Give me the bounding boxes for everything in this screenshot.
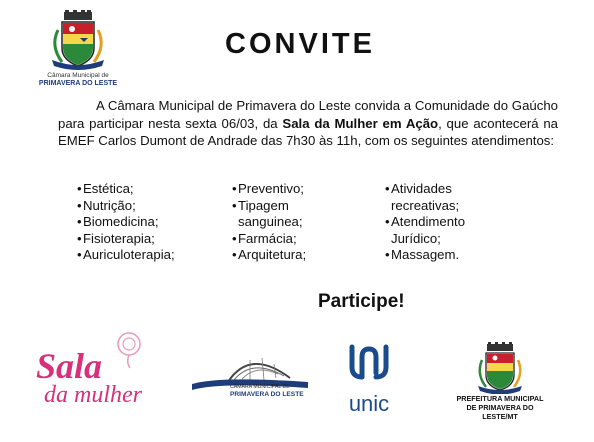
camara-line2: PRIMAVERA DO LESTE — [230, 391, 304, 398]
unic-symbol-icon — [352, 347, 386, 377]
rose-icon — [118, 333, 140, 368]
service-item: •Preventivo; — [232, 181, 304, 196]
bullet-icon: • — [77, 197, 82, 213]
service-item: •Tipagem — [232, 197, 289, 213]
camara-logo — [36, 10, 120, 90]
unic-word: unic — [348, 391, 390, 415]
service-item: •Biomedicina; — [77, 214, 159, 229]
service-item: •Auriculoterapia; — [77, 247, 175, 262]
prefeitura-logo — [450, 342, 550, 422]
sala-word: Sala — [36, 346, 103, 386]
bullet-icon: • — [232, 197, 237, 213]
service-item: •Farmácia; — [232, 230, 297, 246]
service-item: •Estética; — [77, 181, 134, 196]
bullet-icon: • — [385, 247, 390, 262]
bullet-icon: • — [385, 214, 390, 229]
bullet-icon: • — [385, 181, 390, 196]
service-item: •Massagem. — [385, 247, 460, 262]
service-item: •Nutrição; — [77, 197, 136, 213]
prefeitura-line1: PREFEITURA MUNICIPAL — [456, 394, 544, 403]
service-item: •Fisioterapia; — [77, 230, 155, 246]
logo-caption-line2: PRIMAVERA DO LESTE — [38, 80, 118, 87]
coat-of-arms-icon — [36, 10, 120, 70]
bullet-icon: • — [77, 230, 82, 246]
page-title: CONVITE — [225, 28, 375, 60]
invitation-text-before: A Câmara Municipal de Primavera do Leste convida a Comunidade do Gaúcho para participar nesta sexta 06/03, da — [58, 98, 558, 131]
bullet-icon: • — [77, 214, 82, 229]
call-to-action: Participe! — [318, 291, 405, 312]
service-item-continued: sanguinea; — [238, 214, 303, 229]
bullet-icon: • — [232, 181, 237, 196]
sala-da-mulher-logo — [34, 330, 164, 410]
camara-municipal-logo — [190, 352, 310, 402]
service-item-continued: Jurídico; — [391, 230, 441, 246]
service-item-continued: recreativas; — [391, 197, 460, 213]
prefeitura-line2: DE PRIMAVERA DO LESTE/MT — [466, 403, 534, 421]
bullet-icon: • — [232, 230, 237, 246]
camara-line1: CÂMARA MUNICIPAL DE — [230, 384, 290, 390]
da-mulher-word: da mulher — [44, 382, 142, 408]
invitation-paragraph — [58, 97, 558, 150]
dome-icon — [228, 358, 290, 382]
services-column-3 — [385, 181, 465, 264]
prefeitura-coat-of-arms-icon — [450, 342, 550, 394]
unic-logo — [340, 343, 398, 415]
invitation-text-after: , que acontecerá na EMEF Carlos Dumont de Andrade das 7h30 às 11h, com os seguintes atendimentos: — [58, 115, 559, 148]
bullet-icon: • — [232, 247, 237, 262]
services-column-1 — [77, 181, 175, 264]
logo-caption-line1: Câmara Municipal de — [47, 72, 109, 79]
service-item: •Atendimento — [385, 214, 466, 229]
bullet-icon: • — [77, 247, 82, 262]
service-item: •Atividades — [385, 181, 452, 196]
bullet-icon: • — [77, 181, 82, 196]
event-name: Sala da Mulher em Ação — [282, 115, 439, 131]
service-item: •Arquitetura; — [232, 247, 307, 262]
services-column-2 — [232, 181, 306, 264]
